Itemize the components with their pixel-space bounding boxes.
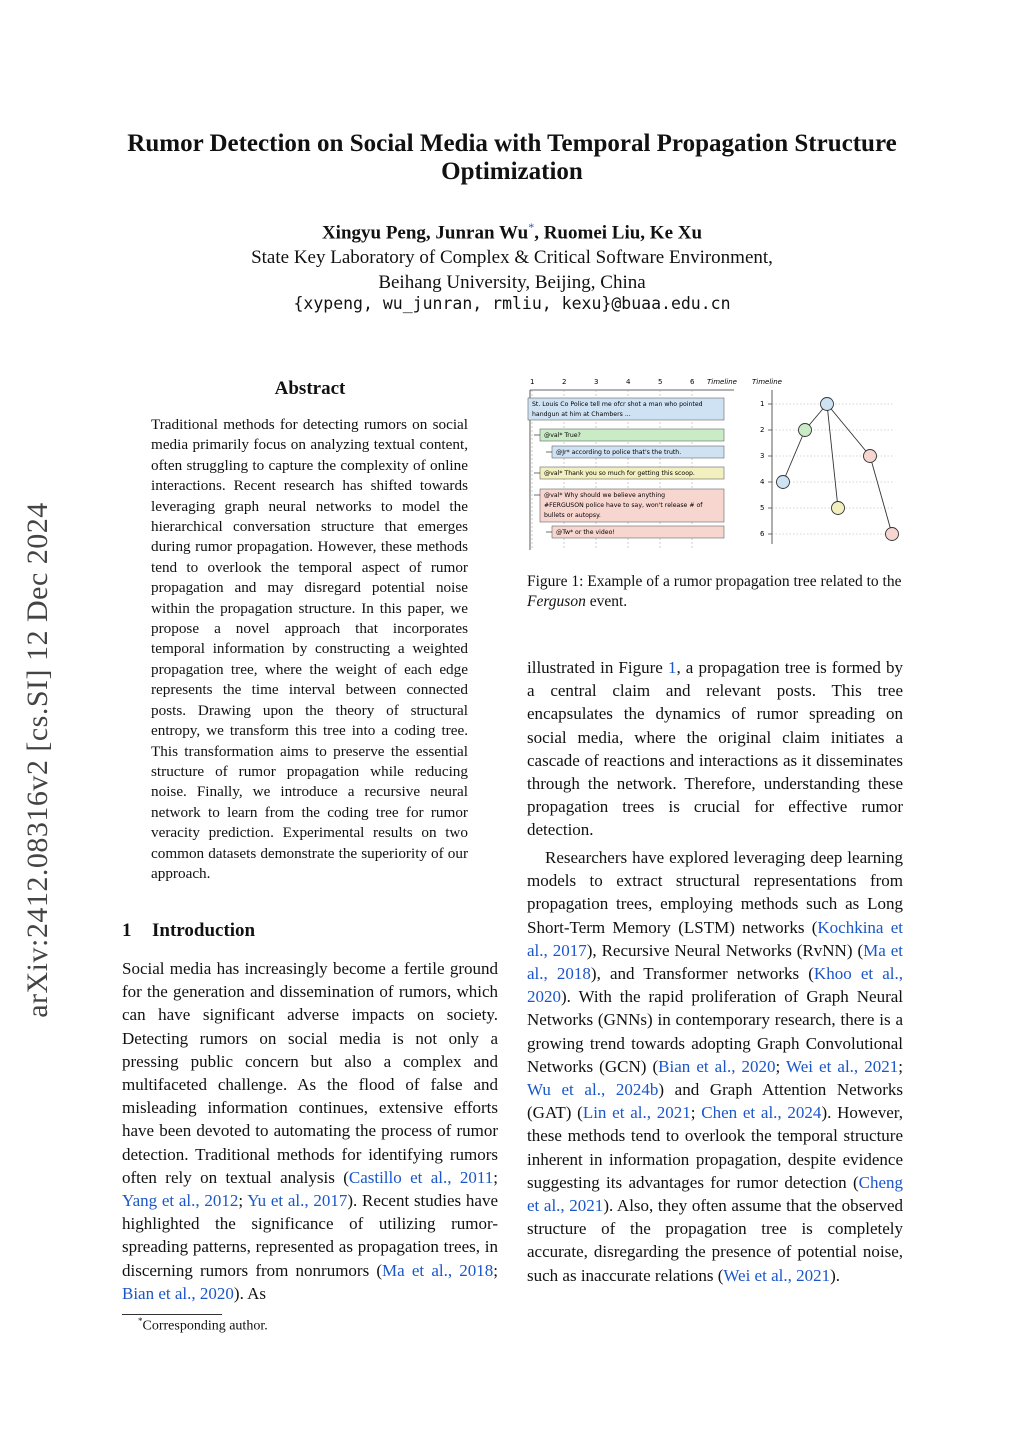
arxiv-id: arXiv:2412.08316v2 [cs.SI] 12 Dec 2024 xyxy=(21,502,54,1018)
citation-link[interactable]: Kochkina et al., 2017 xyxy=(527,917,903,960)
post-box xyxy=(546,446,724,458)
affiliation-line-1: State Key Laboratory of Complex & Critical Software Environment, xyxy=(251,247,773,268)
tree-panel xyxy=(752,378,899,544)
text-run: ; xyxy=(238,1191,248,1211)
text-run: ). With the rapid proliferation of Graph Neural Networks (GNNs) in contemporary research, there is a growing trend towards adopting Graph Convolutional Networks (GCN) ( xyxy=(527,987,903,1076)
tree-tick: 2 xyxy=(760,426,765,434)
intro-paragraph-1 xyxy=(122,957,498,1305)
citation-link[interactable]: Chen et al., 2024 xyxy=(701,1103,822,1123)
timeline-tick: 6 xyxy=(690,378,695,386)
citation-link[interactable]: Ma et al., 2018 xyxy=(527,940,903,984)
abstract-heading: Abstract xyxy=(274,378,346,399)
post-text: bullets or autopsy. xyxy=(544,512,601,519)
citation-link[interactable]: Bian et al., 2020 xyxy=(658,1056,776,1076)
text-run: ; xyxy=(898,1056,903,1076)
timeline-tick: 4 xyxy=(626,378,631,386)
tree-node xyxy=(832,502,845,515)
footnote-text: Corresponding author. xyxy=(142,1318,268,1334)
tree-node xyxy=(886,528,899,541)
footnote-rule xyxy=(122,1314,222,1315)
post-text: @val* Why should we believe anything xyxy=(544,492,666,499)
author-names-2: , Ruomei Liu, Ke Xu xyxy=(534,222,703,244)
arxiv-stamp xyxy=(10,460,66,1060)
text-run: illustrated in Figure xyxy=(527,658,668,677)
author-list xyxy=(100,220,924,244)
author-names-1: Xingyu Peng, Junran Wu xyxy=(321,222,529,244)
timeline-label-left: Timeline xyxy=(707,378,737,386)
caption-text-end: event. xyxy=(585,593,628,610)
abstract-text: Traditional methods for detecting rumors on social media primarily focus on analyzing textual content, often struggling to capture the complexity of online interactions. Recent research has shifted towards leveraging graph neural networks to model the hierarchical conversation structure that emerges during rumor propagation. However, these methods tend to overlook the temporal aspect of rumor propagation and may disregard potential noise within the propagation structure. In this paper, we propose a novel approach that incorporates temporal information by constructing a weighted propagation tree, where the weight of each edge represents the time interval between connected posts. Drawing upon the theory of structural entropy, we transform this tree into a coding tree. This transformation aims to preserve the essential structure of rumor propagation while reducing noise. Finally, we introduce a recursive neural network to learn from the coding tree for rumor veracity prediction. Experimental results on two common datasets demonstrate the superiority of our approach. xyxy=(151,416,468,882)
text-run: ). However, these methods tend to overlook the temporal structure inherent in information propagation, despite evidence suggesting its advantages for rumor detection ( xyxy=(527,1103,903,1192)
footnote-mark: * xyxy=(138,1316,143,1326)
timeline-tick: 3 xyxy=(594,378,599,386)
citation-link[interactable]: Wu et al., 2024b xyxy=(527,1080,659,1100)
caption-event: Ferguson xyxy=(527,593,586,610)
figure-ref-link[interactable]: 1 xyxy=(667,658,677,677)
author-emails: {xypeng, wu_junran, rmliu, kexu}@buaa.edu.cn xyxy=(293,294,731,313)
post-text: #FERGUSON police have to say, won't release # of xyxy=(544,502,703,509)
figure-1-caption xyxy=(527,572,907,612)
corresponding-mark: * xyxy=(528,220,535,234)
post-boxes xyxy=(528,398,724,538)
text-run: ; xyxy=(493,1260,499,1280)
text-run: ) and Graph Attention Networks (GAT) ( xyxy=(527,1080,903,1123)
text-run: ), and Transformer networks ( xyxy=(590,964,814,984)
tree-tick: 3 xyxy=(760,452,765,460)
text-run: Social media has increasingly become a fertile ground for the generation and dissemination of rumors, which can have significant adverse impacts on society. Detecting rumors on social media is not only a pressing public concern but also a complex and multifaceted challenge. As the flood of false and misleading information continues, extensive efforts have been devoted to automating the process of rumor detection. Traditional methods for identifying rumors often rely on textual analysis ( xyxy=(122,959,498,1187)
citation-link[interactable]: Castillo et al., 2011 xyxy=(348,1167,494,1187)
text-run: ). Recent studies have highlighted the significance of utilizing rumor-spreading patterns, represented as propagation trees, in discerning rumors from nonrumors ( xyxy=(122,1191,498,1280)
timeline-label-right: Timeline xyxy=(752,378,782,386)
citation-link[interactable]: Yu et al., 2017 xyxy=(247,1191,348,1211)
paper-title: Rumor Detection on Social Media with Temporal Propagation Structure Optimization xyxy=(127,130,897,185)
citation-link[interactable]: Yang et al., 2012 xyxy=(122,1191,239,1211)
footnote xyxy=(138,1316,268,1335)
tree-node xyxy=(777,476,790,489)
post-box xyxy=(546,526,724,538)
citation-link[interactable]: Wei et al., 2021 xyxy=(723,1265,831,1285)
text-run: ; xyxy=(493,1167,498,1187)
tree-node xyxy=(864,450,877,463)
post-box xyxy=(534,489,724,522)
text-run: ; xyxy=(775,1056,787,1076)
citation-link[interactable]: Bian et al., 2020 xyxy=(122,1283,234,1303)
post-box xyxy=(534,467,724,479)
text-run: ), Recursive Neural Networks (RvNN) ( xyxy=(586,940,864,960)
post-text: @Tw* or the video! xyxy=(556,529,615,536)
citation-link[interactable]: Khoo et al., 2020 xyxy=(527,964,903,1007)
post-text: @val* True? xyxy=(544,432,581,439)
text-run: ). Also, they often assume that the observed structure of the propagation tree is completely accurate, disregarding the presence of potential noise, such as inaccurate relations ( xyxy=(527,1196,903,1285)
tree-tick: 1 xyxy=(760,400,765,408)
text-run: , a propagation tree is formed by a central claim and relevant posts. This tree encapsulates the dynamics of rumor spreading on social media, where the original claim initiates a cascade of reactions and interactions as it disseminates through the network. Therefore, understanding these propagation trees is crucial for effective rumor detection. xyxy=(527,658,904,840)
text-run: Researchers have explored leveraging deep learning models to extract structural representations from propagation trees, employing methods such as Long Short-Term Memory (LSTM) networks ( xyxy=(527,848,903,937)
section-number: 1 xyxy=(122,920,132,941)
citation-link[interactable]: Ma et al., 2018 xyxy=(382,1260,494,1280)
citation-link[interactable]: Cheng et al., 2021 xyxy=(527,1172,903,1216)
tree-tick: 4 xyxy=(760,478,765,486)
tree-edge xyxy=(870,456,892,534)
intro-paragraph-2 xyxy=(527,656,903,842)
affiliation-line-2: Beihang University, Beijing, China xyxy=(378,272,646,293)
post-box xyxy=(528,398,724,420)
post-text: handgun at him at Chambers ... xyxy=(532,411,631,418)
timeline-tick: 2 xyxy=(562,378,567,386)
text-run: ; xyxy=(690,1103,702,1123)
tree-node xyxy=(799,424,812,437)
intro-paragraph-3 xyxy=(527,846,903,1287)
section-heading-introduction xyxy=(122,920,255,942)
text-run: ). As xyxy=(233,1283,267,1303)
figure-1-propagation-tree xyxy=(522,374,908,570)
tree-tick: 5 xyxy=(760,504,765,512)
section-title: Introduction xyxy=(152,920,256,941)
timeline-tick: 1 xyxy=(530,378,535,386)
post-box xyxy=(534,429,724,441)
tree-tick: 6 xyxy=(760,530,765,538)
post-text: @Jr* according to police that's the truth. xyxy=(556,449,682,456)
post-text: St. Louis Co Police tell me ofcr shot a man who pointed xyxy=(532,401,703,408)
citation-link[interactable]: Lin et al., 2021 xyxy=(582,1103,691,1123)
caption-text: Figure 1: Example of a rumor propagation tree related to the xyxy=(527,573,902,590)
tree-node xyxy=(821,398,834,411)
post-text: @val* Thank you so much for getting this scoop. xyxy=(544,470,695,477)
text-run: ). xyxy=(830,1265,841,1285)
timeline-tick: 5 xyxy=(658,378,663,386)
citation-link[interactable]: Wei et al., 2021 xyxy=(786,1056,899,1076)
